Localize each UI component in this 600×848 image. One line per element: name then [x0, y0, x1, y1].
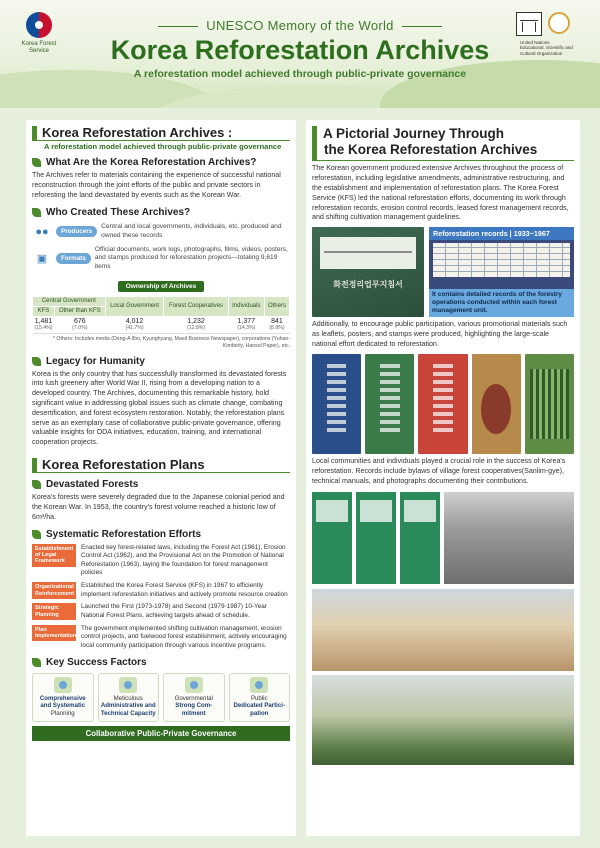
- effort-row: [32, 544, 290, 579]
- bylaw-booklet-image: [400, 492, 440, 584]
- cell-local: 4,012 (41.7%): [105, 317, 164, 334]
- th-indiv: Individuals: [228, 297, 264, 317]
- th-kfs: KFS: [33, 307, 55, 317]
- tools-icon: [119, 677, 137, 693]
- leaf-icon: [32, 658, 41, 667]
- posters-text: Additionally, to encourage public participation, various promotional materials such as leaflets, posters, and stamps were produced, highlighting the large-scale national effort dedicated to reforestation.: [312, 320, 568, 348]
- cell-indiv: 1,377 (14.3%): [228, 317, 264, 334]
- unesco-logos: [516, 12, 590, 36]
- government-icon: [185, 677, 203, 693]
- producers-row: [32, 223, 290, 241]
- unesco-temple-icon: [516, 12, 542, 36]
- producers-text: Central and local governments, individuals, etc. produced and owned these records: [101, 223, 282, 239]
- what-heading: What Are the Korea Reforestation Archives?: [32, 157, 290, 168]
- archives-box-title: Korea Reforestation Archives :: [32, 126, 290, 141]
- left-panel: [26, 120, 296, 836]
- th-central: Central Government: [33, 297, 106, 307]
- page-title: Korea Reforestation Archives: [110, 35, 490, 65]
- poster-image: [418, 354, 467, 454]
- table-row: [33, 317, 290, 334]
- effort-row: [32, 603, 290, 620]
- devastated-heading: Devastated Forests: [32, 479, 290, 490]
- kfs-logo-text: Korea Forest Service: [21, 41, 57, 55]
- effort-text: The government implemented shifting cultivation management, erosion control projects, and fuelwood forest establishment, actively encouraging local community participation through various incentive programs.: [81, 624, 287, 649]
- th-others: Others: [264, 297, 289, 317]
- effort-tag: Plan Implementation: [32, 625, 76, 642]
- ksf-cards: [32, 673, 290, 723]
- what-text: The Archives refer to materials containing the experience of successful national reconstruction through the joint efforts of the public and private sectors in reforesting the land devastated by events such as the Korean War.: [32, 171, 281, 199]
- community-text: Local communities and individuals played a crucial role in the success of Korea's reforestation. Records include bylaws of village forest cooperatives(Sanlim-gye), technical manuals, and photographs documenting their contributions.: [312, 457, 566, 485]
- header-banner: [0, 0, 600, 108]
- effort-row: [32, 625, 290, 651]
- records-head: Reforestation records | 1933~1967: [429, 227, 574, 240]
- th-coop: Forest Cooperatives: [164, 297, 228, 317]
- leaf-icon: [32, 530, 41, 539]
- effort-tag: Strategic Planning: [32, 603, 76, 620]
- village-photo: [444, 492, 574, 584]
- plans-title: Korea Reforestation Plans: [32, 458, 290, 473]
- cell-coop: 1,232 (12.8%): [164, 317, 228, 334]
- stamp-image: [525, 354, 574, 454]
- leaf-icon: [32, 208, 41, 217]
- records-image: [429, 227, 574, 317]
- collab-banner: Collaborative Public-Private Governance: [32, 726, 290, 741]
- people-icon: [250, 677, 268, 693]
- archives-box-subtitle: A reforestation model achieved through public-private governance: [44, 142, 282, 152]
- people-icon: ●●: [35, 225, 49, 238]
- effort-text: Established the Korea Forest Service (KFS) in 1967 to efficiently implement reforestation initiatives and actively promote resource creation: [81, 582, 288, 598]
- formats-pill: Formats: [56, 253, 91, 264]
- devastated-text: Korea's forests were severely degraded due to the Japanese colonial period and the Korean War. In 1953, the country's forest volume reached a historic low of 6m³/ha.: [32, 493, 285, 521]
- efforts-heading: Systematic Reforestation Efforts: [32, 529, 290, 540]
- film-icon: ▣: [36, 252, 48, 265]
- leaf-icon: [32, 357, 41, 366]
- ksf-card: Public Dedicated Partici- pation: [229, 673, 291, 723]
- table-note: * Others: Includes media (Dong-A Ilbo, Kyunghyang, Maeil Business Newspaper), corporations (Yuhan-Kimberly, Hansol Paper), etc.: [52, 336, 290, 349]
- cell-other: 676 (7.0%): [54, 317, 105, 334]
- ksf-heading: Key Success Factors: [32, 657, 290, 668]
- effort-row: [32, 582, 290, 599]
- ksf-card: Comprehensive and Systematic Planning: [32, 673, 94, 723]
- records-row: [312, 227, 574, 317]
- legacy-text: Korea is the only country that has successfully transformed its devastated forests into lush greenery after World War II, rising from a developing nation to a developed country. The Archives, documenting this remarkable history, hold significant value in addressing global issues such as climate change, combating desertification, and forest ecosystem restoration. Notably, the reforestation plans serve as an exemplary case of collaborative public-private governance, offering valuable insights for ODA initiatives, education, training, and international cooperation projects.: [32, 369, 287, 447]
- document-icon: [54, 677, 72, 693]
- poster-image: [472, 354, 521, 454]
- posters-row: [312, 354, 574, 454]
- effort-tag: Organizational Reinforcement: [32, 582, 76, 599]
- intro-text: The Korean government produced extensive Archives throughout the process of reforestation, including legislative amendments, administrative restructuring, and the establishment and implementation of reforestation plans. The Korea Forest Service (KFS) led the national reforestation efforts, documenting its work through reforestation records, erosion control records, leased forest management records, and shifting cultivation management guidelines.: [312, 164, 569, 222]
- effort-text: Launched the First (1973-1978) and Second (1979-1987) 10-Year National Forest Plans, achieving targets ahead of schedule.: [81, 603, 267, 619]
- records-sheet: [433, 243, 570, 277]
- book-title: 화전정리업무지침서: [333, 280, 403, 290]
- ksf-card: Governmental Strong Com- mitment: [163, 673, 225, 723]
- pre-title: UNESCO Memory of the World: [0, 18, 600, 33]
- unesco-text: United Nations Educational, Scientific and Cultural Organization: [520, 40, 573, 56]
- poster-image: [312, 354, 361, 454]
- cell-kfs: 1,481 (15.4%): [33, 317, 55, 334]
- poster-image: [365, 354, 414, 454]
- effort-text: Enacted key forest-related laws, including the Forest Act (1961), Erosion Control Act (1962), and the Provisional Act on the Promotion of National Reforestation (1963), laying the foundation for forest management policies: [81, 543, 286, 577]
- th-other-kfs: Other than KFS: [54, 307, 105, 317]
- reforested-hills-photo: [312, 675, 574, 765]
- memory-of-world-icon: [548, 12, 570, 34]
- formats-row: [32, 246, 290, 272]
- guideline-book-image: [312, 227, 424, 317]
- effort-tag: Establishment of Legal Framework: [32, 544, 76, 567]
- leaf-icon: [32, 480, 41, 489]
- formats-text: Official documents, work logs, photographs, films, videos, posters, and stamps produced for reforestation projects—totaling 9,619 items: [94, 245, 288, 270]
- producers-pill: Producers: [56, 226, 97, 237]
- legacy-heading: Legacy for Humanity: [32, 356, 290, 367]
- barren-hills-photo: [312, 589, 574, 671]
- ownership-label: Ownership of Archives: [32, 275, 290, 293]
- ksf-card: Meticulous Administrative and Technical Capacity: [98, 673, 160, 723]
- leaf-icon: [32, 158, 41, 167]
- th-local: Local Government: [105, 297, 164, 317]
- cell-others: 841 (8.8%): [264, 317, 289, 334]
- ownership-table: [32, 296, 290, 334]
- page-subtitle: A reforestation model achieved through public-private governance: [133, 68, 467, 80]
- bylaw-booklet-image: [356, 492, 396, 584]
- right-panel: [306, 120, 580, 836]
- bylaw-booklet-image: [312, 492, 352, 584]
- bylaws-row: [312, 492, 574, 584]
- who-heading: Who Created These Archives?: [32, 207, 290, 218]
- records-caption: It contains detailed records of the forestry operations conducted within each forest management unit.: [429, 289, 574, 317]
- pictorial-title: A Pictorial Journey Through the Korea Reforestation Archives: [312, 126, 574, 161]
